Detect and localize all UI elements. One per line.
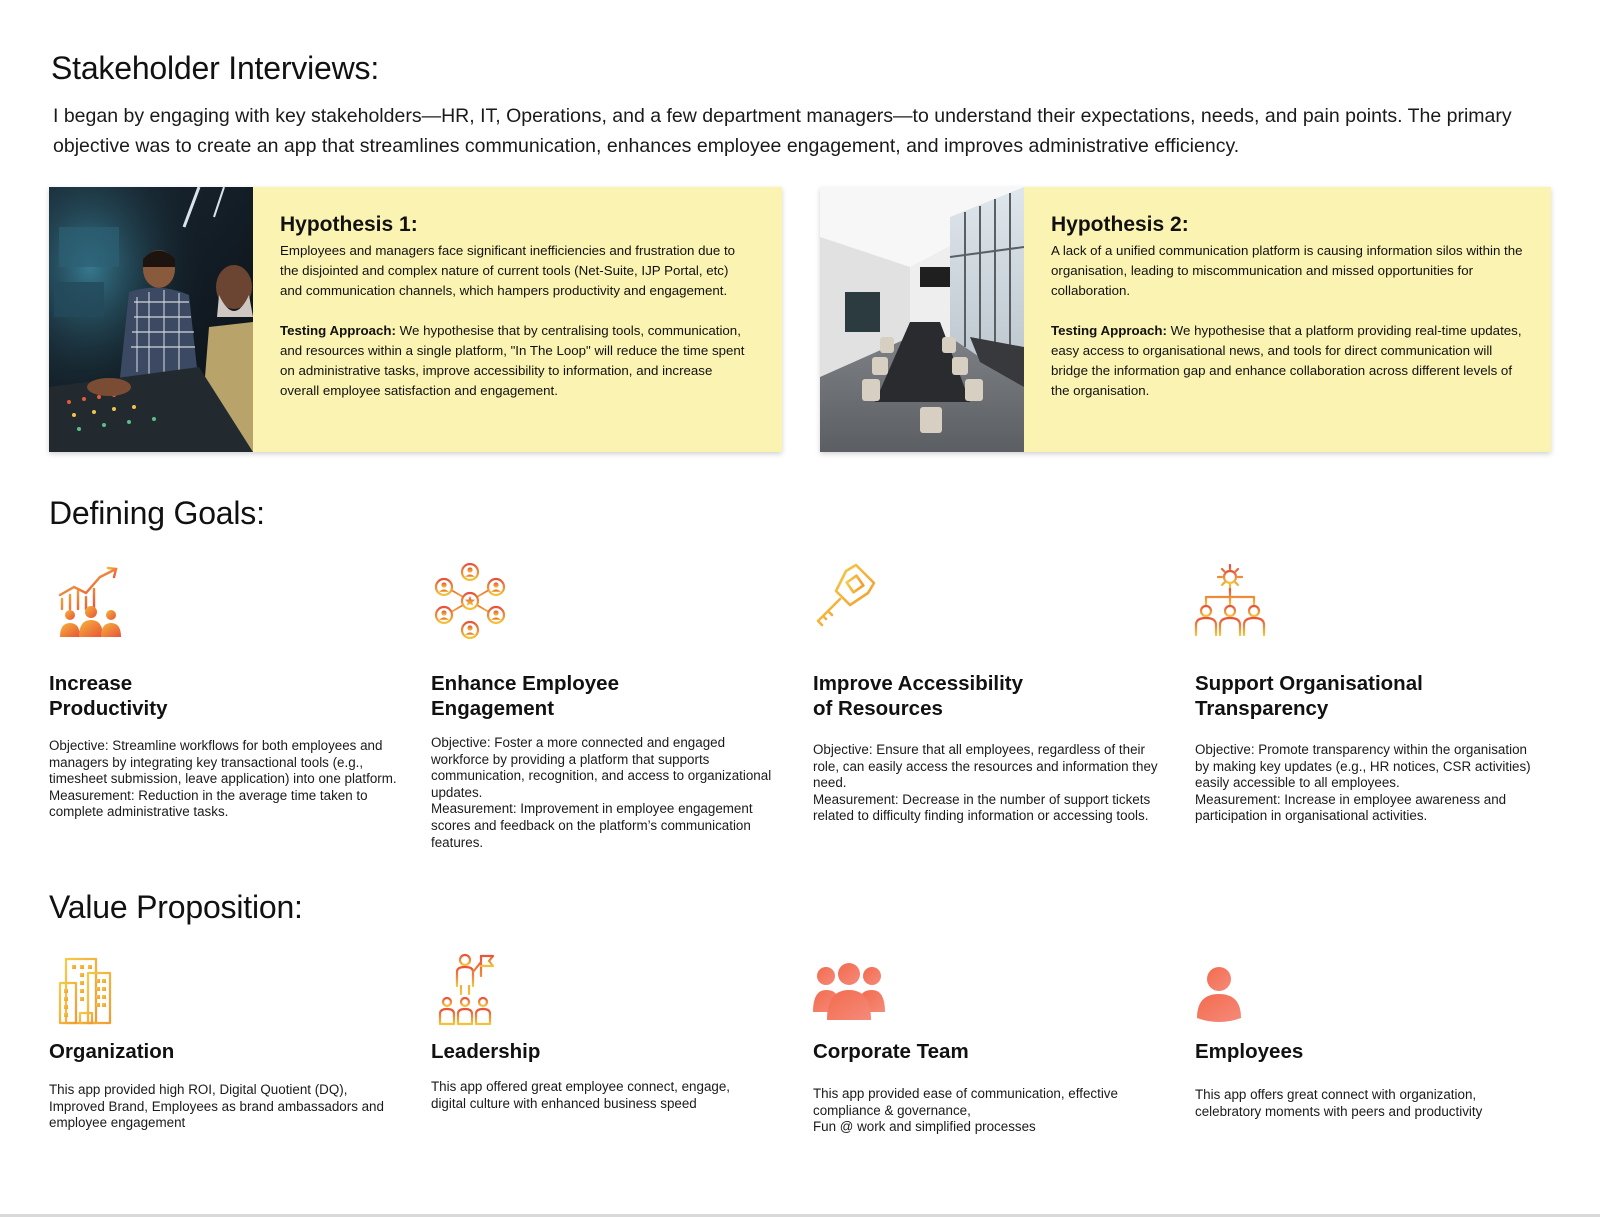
hypothesis-2-text: A lack of a unified communication platform is causing information silos within the organisation, leading to miscommunication and missed opportunities for collaboration. xyxy=(1051,243,1523,298)
goal-title-transparency xyxy=(1195,671,1423,721)
value-title-employees: Employees xyxy=(1195,1040,1304,1063)
hypothesis-2-approach xyxy=(1051,321,1523,401)
testing-approach-label: Testing Approach: xyxy=(280,323,396,338)
goal-objective: Objective: Foster a more connected and engaged workforce by providing a platform that supports communication, recognition, and access to organizational updates. xyxy=(431,735,772,800)
control-room-photo xyxy=(49,187,253,452)
testing-approach-text: We hypothesise that by centralising tools, communication, and resources within a single platform, "In The Loop" will reduce the time spent on administrative tasks, improve accessibility to information, and increase overall employee satisfaction and engagement. xyxy=(280,323,745,398)
goal-title-line: Support Organisational xyxy=(1195,672,1423,695)
goal-description-transparency xyxy=(1195,742,1541,825)
people-network-icon xyxy=(434,563,506,639)
value-text-organization: This app provided high ROI, Digital Quotient (DQ), Improved Brand, Employees as brand ambassadors and employee engagement xyxy=(49,1082,384,1131)
value-title-leadership: Leadership xyxy=(431,1040,541,1063)
hypothesis-1-approach xyxy=(280,321,754,401)
goal-objective: Objective: Streamline workflows for both employees and managers by integrating key transactional tools (e.g., timesheet submission, leave application) into one platform. xyxy=(49,738,397,787)
goal-title-line: Transparency xyxy=(1195,697,1329,720)
stakeholder-intro: I began by engaging with key stakeholders—HR, IT, Operations, and a few department managers—to understand their expectations, needs, and pain points. The primary objective was to create an app that streamlines communication, enhances employee engagement, and improves administrative efficiency. xyxy=(53,105,1512,157)
goal-objective: Objective: Ensure that all employees, regardless of their role, can easily access the resources and information they need. xyxy=(813,742,1158,791)
goal-description-engagement xyxy=(431,735,781,851)
goal-title-line: of Resources xyxy=(813,697,943,720)
goal-description-accessibility xyxy=(813,742,1169,825)
goal-title-line: Enhance Employee xyxy=(431,672,619,695)
value-text-employees: This app offers great connect with organization, celebratory moments with peers and productivity xyxy=(1195,1087,1483,1119)
section-heading-goals: Defining Goals: xyxy=(49,495,265,531)
goal-measurement: Measurement: Reduction in the average time taken to complete administrative tasks. xyxy=(49,787,368,820)
goal-measurement: Measurement: Improvement in employee engagement scores and feedback on the platform’s communication features. xyxy=(431,801,753,850)
testing-approach-label: Testing Approach: xyxy=(1051,323,1167,338)
goal-title-line: Productivity xyxy=(49,697,168,720)
conference-room-photo xyxy=(820,187,1024,452)
goal-title-productivity xyxy=(49,671,167,721)
section-heading-value: Value Proposition: xyxy=(49,889,303,925)
hypothesis-1-text: Employees and managers face significant inefficiencies and frustration due to the disjointed and complex nature of current tools (Net-Suite, IJP Portal, etc) and communication channels, which hampers productivity and engagement. xyxy=(280,243,736,298)
goal-title-accessibility xyxy=(813,671,1023,721)
goal-title-line: Increase xyxy=(49,672,133,695)
key-icon xyxy=(812,563,880,631)
goal-description-productivity xyxy=(49,738,401,821)
hypothesis-2-title: Hypothesis 2: xyxy=(1051,213,1189,236)
person-icon xyxy=(1197,966,1241,1022)
hypothesis-card-1 xyxy=(49,187,782,452)
goal-title-engagement xyxy=(431,671,619,721)
goal-measurement: Measurement: Increase in employee awareness and participation in organisational activities. xyxy=(1195,791,1507,824)
goal-objective: Objective: Promote transparency within the organisation by making key updates (e.g., HR notices, CSR activities) easily accessible to all employees. xyxy=(1195,742,1531,791)
buildings-icon xyxy=(58,955,112,1025)
hypothesis-card-2 xyxy=(820,187,1551,452)
testing-approach-text: We hypothesise that a platform providing real-time updates, easy access to organisational news, and tools for direct communication will bridge the information gap and enhance collaboration across different levels of the organisation. xyxy=(1051,323,1522,398)
goal-title-line: Engagement xyxy=(431,697,555,720)
value-text-corporate-team: This app provided ease of communication, effective compliance & governance, Fun @ work and simplified processes xyxy=(813,1086,1118,1135)
org-hierarchy-gear-icon xyxy=(1192,563,1268,637)
section-heading-stakeholder: Stakeholder Interviews: xyxy=(51,50,380,86)
value-title-organization: Organization xyxy=(49,1040,175,1063)
leader-flag-icon xyxy=(437,952,503,1026)
goal-title-line: Improve Accessibility xyxy=(813,672,1024,695)
goal-measurement: Measurement: Decrease in the number of support tickets related to difficulty finding information or accessing tools. xyxy=(813,791,1151,824)
hypothesis-1-title: Hypothesis 1: xyxy=(280,213,418,236)
value-text-leadership: This app offered great employee connect, engage, digital culture with enhanced business speed xyxy=(431,1079,731,1111)
productivity-chart-team-icon xyxy=(54,565,126,637)
value-title-corporate-team: Corporate Team xyxy=(813,1040,969,1063)
group-people-icon xyxy=(813,962,885,1020)
